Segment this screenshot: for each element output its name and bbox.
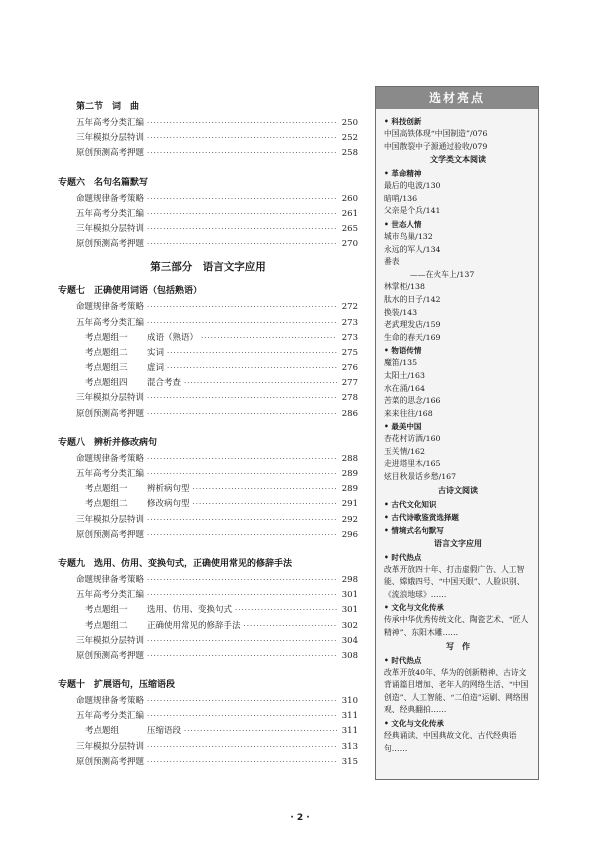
list-item: 太阳土/163 — [384, 370, 425, 380]
toc-subrow[interactable]: 考点题组一 辨析病句型 ····· 289 — [58, 482, 358, 497]
category-label: • 古代文化知识 — [384, 498, 532, 511]
highlights-panel — [375, 86, 539, 780]
toc-subrow[interactable]: 考点题组一 选用、仿用、变换句式 ····· 301 — [58, 603, 358, 618]
list-item: 来来往往/168 — [384, 408, 433, 418]
toc-subrow[interactable]: 考点题组三 虚词 ····· 276 — [58, 361, 358, 376]
toc-row[interactable]: 五年高考分类汇编 ····· 261 — [58, 207, 358, 222]
category-label: • 时代热点 — [384, 551, 532, 564]
category-label: • 时代热点 — [384, 654, 532, 667]
paragraph: 传承中华优秀传统文化、陶瓷艺术、“匠人精神”、东阳木雕…… — [384, 615, 529, 638]
category-label: • 文化与文化传承 — [384, 717, 532, 730]
topic-title-10: 专题十 扩展语句，压缩语段 — [58, 680, 176, 691]
list-item: 生命的春天/169 — [384, 332, 441, 342]
toc-row[interactable]: 五年高考分类汇编 ····· 311 — [58, 709, 358, 724]
category-label: • 物语传情 — [384, 344, 532, 357]
toc-row[interactable]: 五年高考分类汇编 ····· 289 — [58, 467, 358, 482]
list-item: 最后的电波/130 — [384, 181, 441, 191]
toc-row[interactable]: 五年高考分类汇编 ····· 301 — [58, 588, 358, 603]
toc-row[interactable]: 原创预测高考押题 ····· 315 — [58, 755, 358, 770]
toc-row[interactable]: 原创预测高考押题 ····· 308 — [58, 649, 358, 664]
list-item: 老武理发店/159 — [384, 320, 441, 330]
list-item: 中国高铁体现“中国制造”/076 — [384, 129, 488, 138]
list-item: 玉关情/162 — [384, 446, 425, 456]
category-label: • 情境式名句默写 — [384, 524, 532, 537]
table-of-contents — [58, 98, 358, 770]
toc-row[interactable]: 三年模拟分层特训 ····· 292 — [58, 513, 358, 528]
list-item: 肽水的日子/142 — [384, 294, 441, 304]
topic-title-6: 专题六 名句名篇默写 — [58, 177, 149, 188]
section-heading-literature: 文学类文本阅读 — [430, 155, 486, 165]
toc-subrow[interactable]: 考点题组二 修改病句型 ····· 291 — [58, 497, 358, 512]
toc-subrow[interactable]: 考点题组一 成语（熟语） ····· 273 — [58, 331, 358, 346]
toc-row[interactable]: 三年模拟分层特训 ····· 265 — [58, 222, 358, 237]
toc-row[interactable]: 五年高考分类汇编 ····· 273 — [58, 316, 358, 331]
category-label: • 革命精神 — [384, 167, 532, 180]
toc-row[interactable]: 三年模拟分层特训 ····· 252 — [58, 131, 358, 146]
section-title-ci-qu: 第二节 词 曲 — [76, 102, 140, 112]
list-item: 炫目秋景话乡愁/167 — [384, 472, 457, 482]
paragraph: 改革开放40年、华为的创新精神、古诗文背诵篇目增加、老年人的网络生活、“中国创造”、人工智能、“二伯造”运刷、网络围观、经典翻拍…… — [384, 667, 529, 715]
category-label: • 世态人情 — [384, 218, 532, 231]
list-item: 杏花村访酒/160 — [384, 434, 441, 444]
toc-row[interactable]: 原创预测高考押题 ····· 286 — [58, 407, 358, 422]
list-item: 水在涌/164 — [384, 383, 425, 393]
topic-title-8: 专题八 辨析并修改病句 — [58, 437, 158, 448]
topic-title-7: 专题七 正确使用词语（包括熟语） — [58, 286, 203, 297]
list-item: 走进塔里木/165 — [384, 459, 441, 469]
toc-row[interactable]: 原创预测高考押题 ····· 296 — [58, 528, 358, 543]
section-heading-classical: 古诗文阅读 — [438, 485, 478, 495]
toc-subrow[interactable]: 考点题组二 实词 ····· 275 — [58, 346, 358, 361]
part-title-language-use: 第三部分 语言文字应用 — [150, 261, 266, 274]
list-item: 苦菜的思念/166 — [384, 396, 441, 406]
list-item: 城市鸟巢/132 — [384, 231, 433, 241]
list-item: 暗哨/136 — [384, 193, 418, 203]
list-item: 父亲是个兵/141 — [384, 206, 441, 216]
list-item: 中国散裂中子源通过验收/079 — [384, 141, 488, 151]
paragraph: 改革开放四十年、打击虚假广告、人工智能、嫦娥四号、“中国天眼”、人脸识别、《流浪地球》…… — [384, 564, 525, 599]
toc-row[interactable]: 三年模拟分层特训 ····· 313 — [58, 740, 358, 755]
category-label: • 古代诗歌鉴赏选择题 — [384, 511, 532, 524]
toc-row[interactable]: 三年模拟分层特训 ····· 278 — [58, 391, 358, 406]
paragraph: 经典诵读、中国典故文化、古代经典语句…… — [384, 731, 517, 753]
toc-subrow[interactable]: 考点题组 压缩语段 ····· 311 — [58, 724, 358, 739]
page-number: · 2 · — [290, 813, 310, 823]
toc-row[interactable]: 五年高考分类汇编 ····· 250 — [58, 116, 358, 131]
list-item: 番表 — [384, 257, 400, 267]
toc-row[interactable]: 命题规律备考策略 ····· 288 — [58, 452, 358, 467]
section-heading-writing: 写 作 — [446, 641, 470, 651]
topic-title-9: 专题九 选用、仿用、变换句式，正确使用常见的修辞手法 — [58, 558, 293, 569]
list-item: 永远的军人/134 — [384, 244, 441, 254]
toc-subrow[interactable]: 考点题组二 正确使用常见的修辞手法 ····· 302 — [58, 619, 358, 634]
toc-subrow[interactable]: 考点题组四 混合考查 ····· 277 — [58, 376, 358, 391]
section-heading-language: 语言文字应用 — [434, 538, 482, 548]
list-item: 魔笛/135 — [384, 358, 418, 368]
category-label: • 科技创新 — [384, 115, 532, 128]
toc-row[interactable]: 原创预测高考押题 ····· 270 — [58, 237, 358, 252]
toc-row[interactable]: 命题规律备考策略 ····· 272 — [58, 300, 358, 315]
toc-row[interactable]: 命题规律备考策略 ····· 260 — [58, 192, 358, 207]
toc-row[interactable]: 原创预测高考押题 ····· 258 — [58, 146, 358, 161]
list-item: 林掌柜/138 — [384, 282, 425, 292]
toc-row[interactable]: 三年模拟分层特训 ····· 304 — [58, 634, 358, 649]
toc-row[interactable]: 命题规律备考策略 ····· 298 — [58, 573, 358, 588]
list-item: 换装/143 — [384, 307, 418, 317]
category-label: • 最美中国 — [384, 420, 532, 433]
category-label: • 文化与文化传承 — [384, 601, 532, 614]
toc-row[interactable]: 命题规律备考策略 ····· 310 — [58, 694, 358, 709]
highlights-title: 选材亮点 — [376, 87, 538, 109]
list-item: ——在火车上/137 — [410, 269, 475, 279]
